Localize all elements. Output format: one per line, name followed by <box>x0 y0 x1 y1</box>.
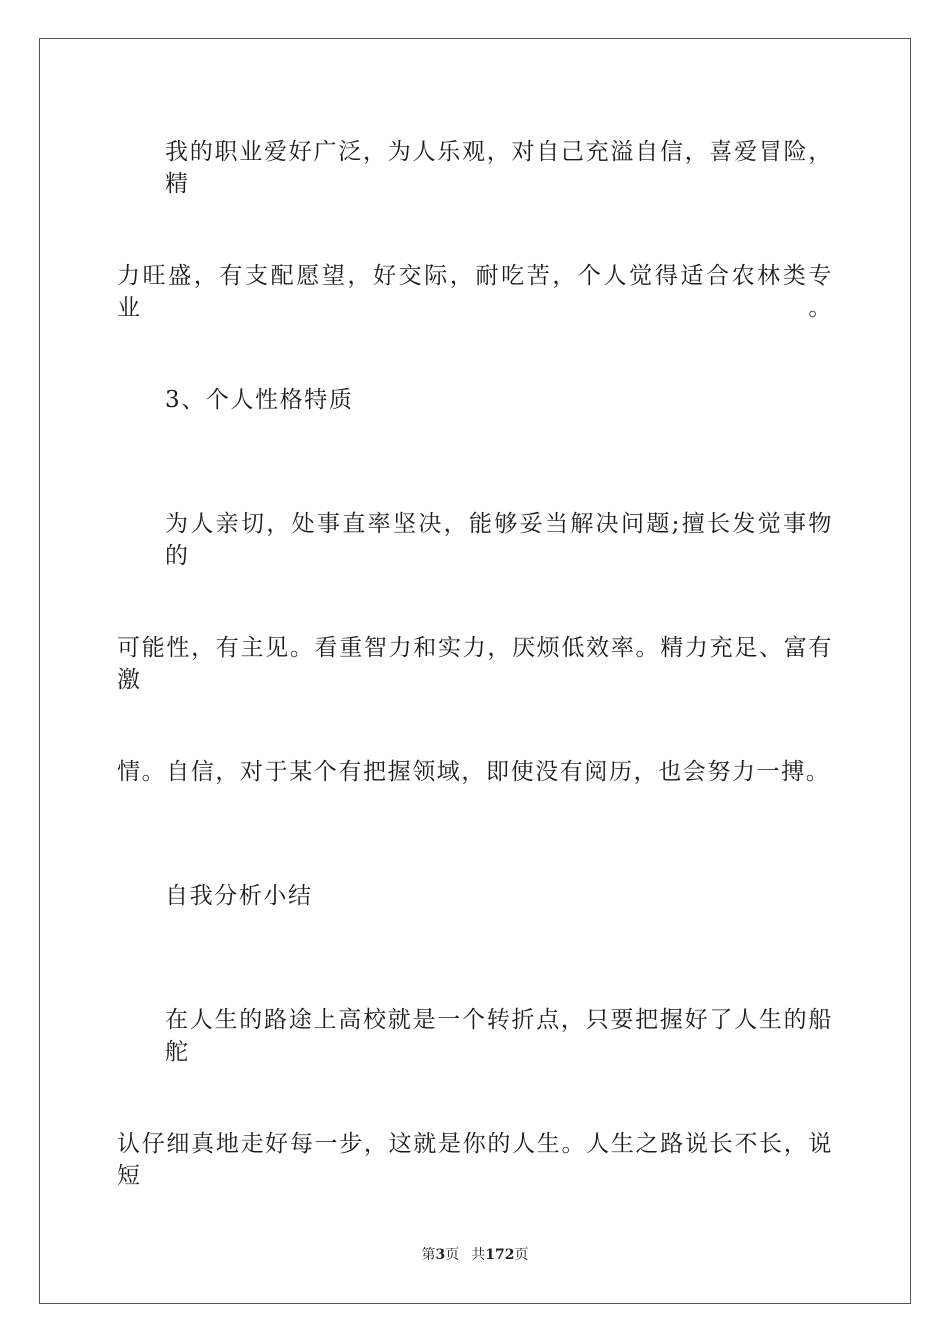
page-prefix: 第 <box>421 1247 436 1263</box>
paragraph-line-8: 在人生的路途上高校就是一个转折点，只要把握好了人生的船舵 <box>165 1007 833 1065</box>
paragraph-line-6: 情。自信，对于某个有把握领域，即使没有阅历，也会努力一搏。 <box>117 759 831 785</box>
total-prefix: 共 <box>471 1247 486 1263</box>
paragraph-line-5: 可能性，有主见。看重智力和实力，厌烦低效率。精力充足、富有激 <box>117 635 833 693</box>
total-pages: 172 <box>485 1247 515 1263</box>
page-suffix: 页 <box>445 1247 460 1263</box>
paragraph-line-9: 认仔细真地走好每一步，这就是你的人生。人生之路说长不长，说短 <box>117 1131 833 1189</box>
page-footer <box>0 1245 950 1265</box>
section-heading-summary: 自我分析小结 <box>165 883 313 909</box>
section-heading-personality: 3、个人性格特质 <box>165 387 354 413</box>
page-number: 3 <box>435 1247 446 1263</box>
paragraph-line-1: 我的职业爱好广泛，为人乐观，对自己充溢自信，喜爱冒险，精 <box>165 139 833 197</box>
total-suffix: 页 <box>514 1247 529 1263</box>
paragraph-line-4: 为人亲切，处事直率坚决，能够妥当解决问题;擅长发觉事物的 <box>165 511 833 569</box>
paragraph-line-2: 力旺盛，有支配愿望，好交际，耐吃苦，个人觉得适合农林类专业。 <box>117 263 833 321</box>
